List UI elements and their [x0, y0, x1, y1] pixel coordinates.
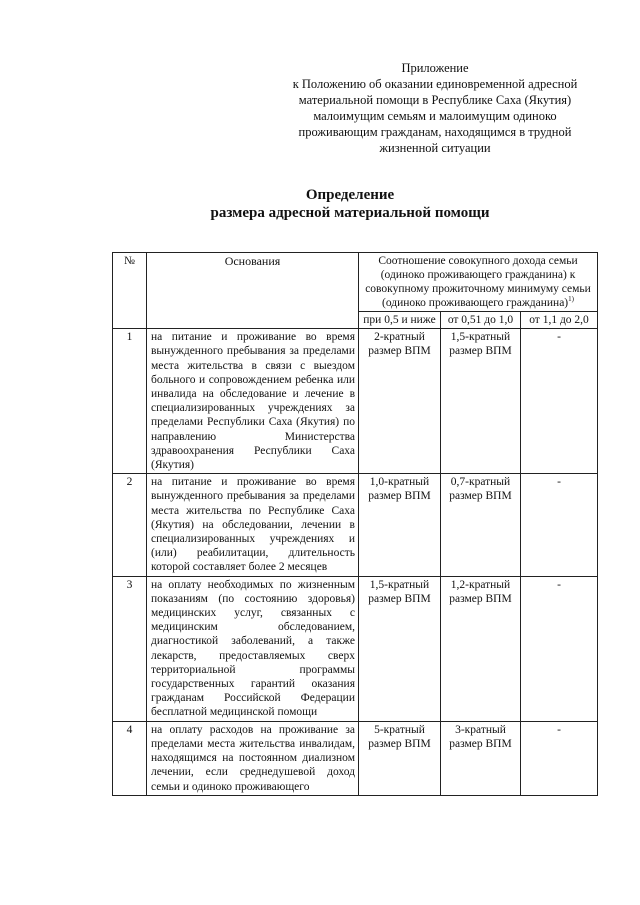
appendix-line: проживающим гражданам, находящимся в трудной: [298, 125, 572, 139]
appendix-line: к Положению об оказании единовременной адресной: [292, 77, 578, 91]
table-row: [113, 329, 598, 474]
subheader-col-1: при 0,5 и ниже: [359, 312, 441, 329]
row-value-col-1: 1,0-кратный размер ВПМ: [359, 474, 441, 576]
row-value-col-2: 1,5-кратный размер ВПМ: [441, 329, 521, 474]
row-number: 2: [113, 474, 147, 576]
row-value-col-1: 2-кратный размер ВПМ: [359, 329, 441, 474]
subheader-col-3: от 1,1 до 2,0: [521, 312, 598, 329]
row-value-col-2: 0,7-кратный размер ВПМ: [441, 474, 521, 576]
row-value-col-3: -: [521, 576, 598, 721]
row-value-col-2: 1,2-кратный размер ВПМ: [441, 576, 521, 721]
table-row: [113, 721, 598, 795]
row-number: 4: [113, 721, 147, 795]
row-basis: на оплату необходимых по жизненным показаниям (по состоянию здоровья) медицинских услуг, связанных с медицинским обследованием, диагностикой заболеваний, а также лекарств, предоставляемых сверх территориальной программы государственных гарантий оказания гражданам Российской Федерации бесплатной медицинской помощи: [147, 576, 359, 721]
row-value-col-3: -: [521, 329, 598, 474]
row-number: 1: [113, 329, 147, 474]
header-basis: Основания: [147, 253, 359, 329]
table-header-row: [113, 253, 598, 312]
row-value-col-3: -: [521, 721, 598, 795]
header-ratio: [359, 253, 598, 312]
appendix-line: жизненной ситуации: [379, 141, 491, 155]
row-number: 3: [113, 576, 147, 721]
footnote-mark: 1): [568, 295, 574, 304]
document-title: [100, 186, 600, 222]
appendix-header: [270, 60, 600, 156]
header-number: №: [113, 253, 147, 329]
header-ratio-text: Соотношение совокупного дохода семьи (одиноко проживающего гражданина) к совокупному прожиточному минимуму семьи (одиноко проживающего гражданина): [365, 255, 591, 309]
appendix-line: малоимущим семьям и малоимущим одиноко: [313, 109, 557, 123]
row-basis: на питание и проживание во время вынужденного пребывания за пределами места жительства по Республике Саха (Якутия) на обследовании, лечении в специализированных учреждениях и (или) реабилитации, длительность которой составляет более 2 месяцев: [147, 474, 359, 576]
assistance-table: [112, 252, 598, 796]
table-row: [113, 474, 598, 576]
appendix-line: материальной помощи в Республике Саха (Якутия): [298, 93, 572, 107]
row-basis: на питание и проживание во время вынужденного пребывания за пределами места жительства в связи с выездом больного и сопровождением ребенка или инвалида на обследование и лечение в специализированных учреждениях за пределами Республики Саха (Якутия) по направлению Министерства здравоохранения Республики Саха (Якутия): [147, 329, 359, 474]
row-value-col-2: 3-кратный размер ВПМ: [441, 721, 521, 795]
row-value-col-1: 1,5-кратный размер ВПМ: [359, 576, 441, 721]
title-line-2: размера адресной материальной помощи: [210, 205, 490, 221]
row-value-col-1: 5-кратный размер ВПМ: [359, 721, 441, 795]
title-line-1: Определение: [305, 187, 395, 203]
row-value-col-3: -: [521, 474, 598, 576]
row-basis: на оплату расходов на проживание за пределами места жительства инвалидам, находящимся на постоянном диализном лечении, если среднедушевой доход семьи и одиноко проживающего: [147, 721, 359, 795]
appendix-line: Приложение: [401, 61, 469, 75]
table-row: [113, 576, 598, 721]
subheader-col-2: от 0,51 до 1,0: [441, 312, 521, 329]
